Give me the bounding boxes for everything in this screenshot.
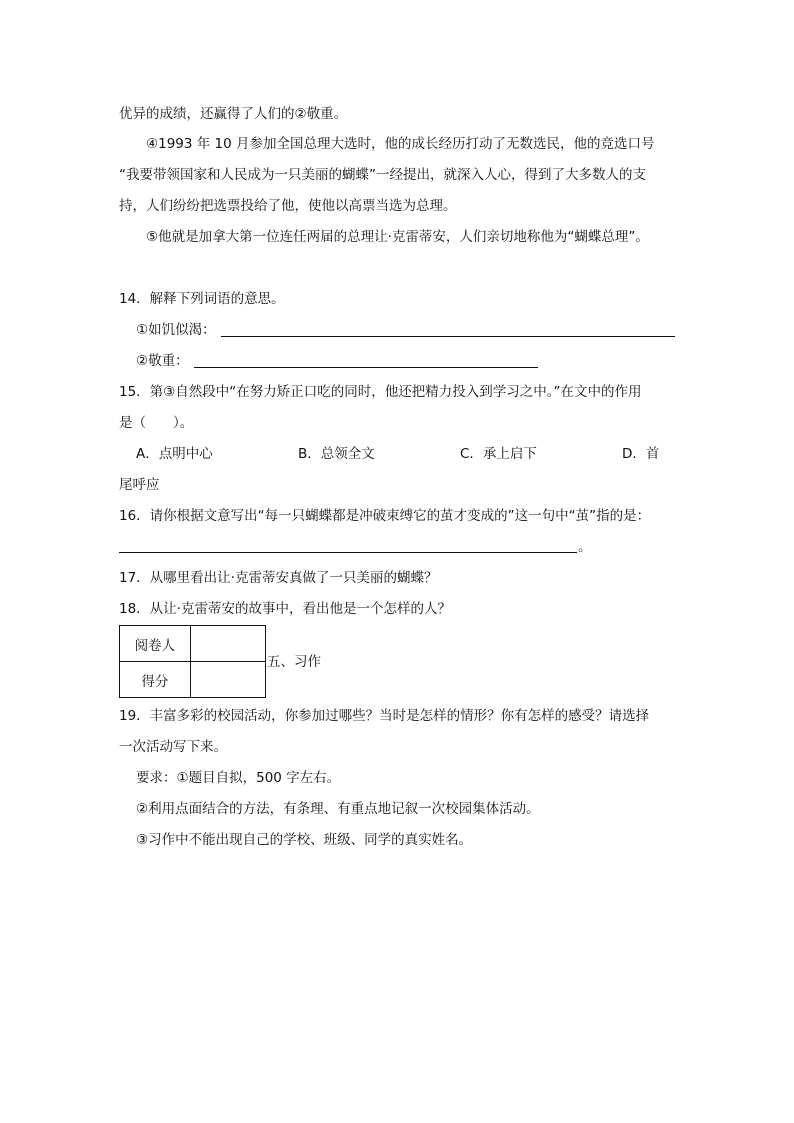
- requirement-3: ③习作中不能出现自己的学校、班级、同学的真实姓名。: [136, 832, 473, 848]
- answer-line-16[interactable]: [119, 552, 577, 553]
- answer-line-14-1[interactable]: [221, 336, 675, 337]
- answer-line-14-2[interactable]: [194, 367, 538, 368]
- reviewer-cell[interactable]: [190, 626, 265, 662]
- option-d-continuation: 尾呼应: [119, 477, 160, 493]
- passage-line-2: ④1993 年 10 月参加全国总理大选时，他的成长经历打动了无数选民，他的竞选口号: [146, 136, 655, 152]
- question-14-stem: 14．解释下列词语的意思。: [119, 291, 285, 307]
- option-a: A．点明中心: [136, 446, 213, 462]
- question-14-item-1: ①如饥似渴：: [136, 322, 216, 338]
- question-16-stem: 16．请你根据文意写出“每一只蝴蝶都是冲破束缚它的茧才变成的”这一句中“茧”指的是：: [119, 508, 651, 524]
- requirement-2: ②利用点面结合的方法，有条理、有重点地记叙一次校园集体活动。: [136, 801, 540, 817]
- reviewer-label: 阅卷人: [120, 626, 191, 662]
- score-label: 得分: [120, 662, 191, 698]
- passage-line-4: 持，人们纷纷把选票投给了他，使他以高票当选为总理。: [119, 198, 457, 214]
- requirement-1: 要求：①题目自拟，500 字左右。: [136, 770, 341, 786]
- question-18-stem: 18．从让·克雷蒂安的故事中，看出他是一个怎样的人？: [119, 601, 451, 617]
- passage-line-1: 优异的成绩，还赢得了人们的②敬重。: [119, 106, 348, 122]
- question-16-end-mark: 。: [578, 539, 592, 555]
- question-15-stem-line-2: 是（ ）。: [119, 415, 194, 431]
- question-17-stem: 17．从哪里看出让·克雷蒂安真做了一只美丽的蝴蝶？: [119, 570, 438, 586]
- score-cell[interactable]: [190, 662, 265, 698]
- passage-line-5: ⑤他就是加拿大第一位连任两届的总理让·克雷蒂安，人们亲切地称他为“蝴蝶总理”。: [146, 229, 649, 245]
- section-title: 五、习作: [267, 654, 321, 670]
- option-c: C．承上启下: [460, 446, 537, 462]
- score-table: [119, 625, 266, 698]
- option-d: D．首: [622, 446, 660, 462]
- passage-line-3: “我要带领国家和人民成为一只美丽的蝴蝶”一经提出，就深入人心，得到了大多数人的支: [119, 167, 646, 183]
- question-15-stem-line-1: 15．第③自然段中“在努力矫正口吃的同时，他还把精力投入到学习之中。”在文中的作用: [119, 384, 642, 400]
- question-14-item-2: ②敬重：: [136, 353, 189, 369]
- option-b: B．总领全文: [298, 446, 375, 462]
- question-19-stem-line-1: 19．丰富多彩的校园活动，你参加过哪些？当时是怎样的情形？你有怎样的感受？请选择: [119, 708, 650, 724]
- question-19-stem-line-2: 一次活动写下来。: [119, 739, 227, 755]
